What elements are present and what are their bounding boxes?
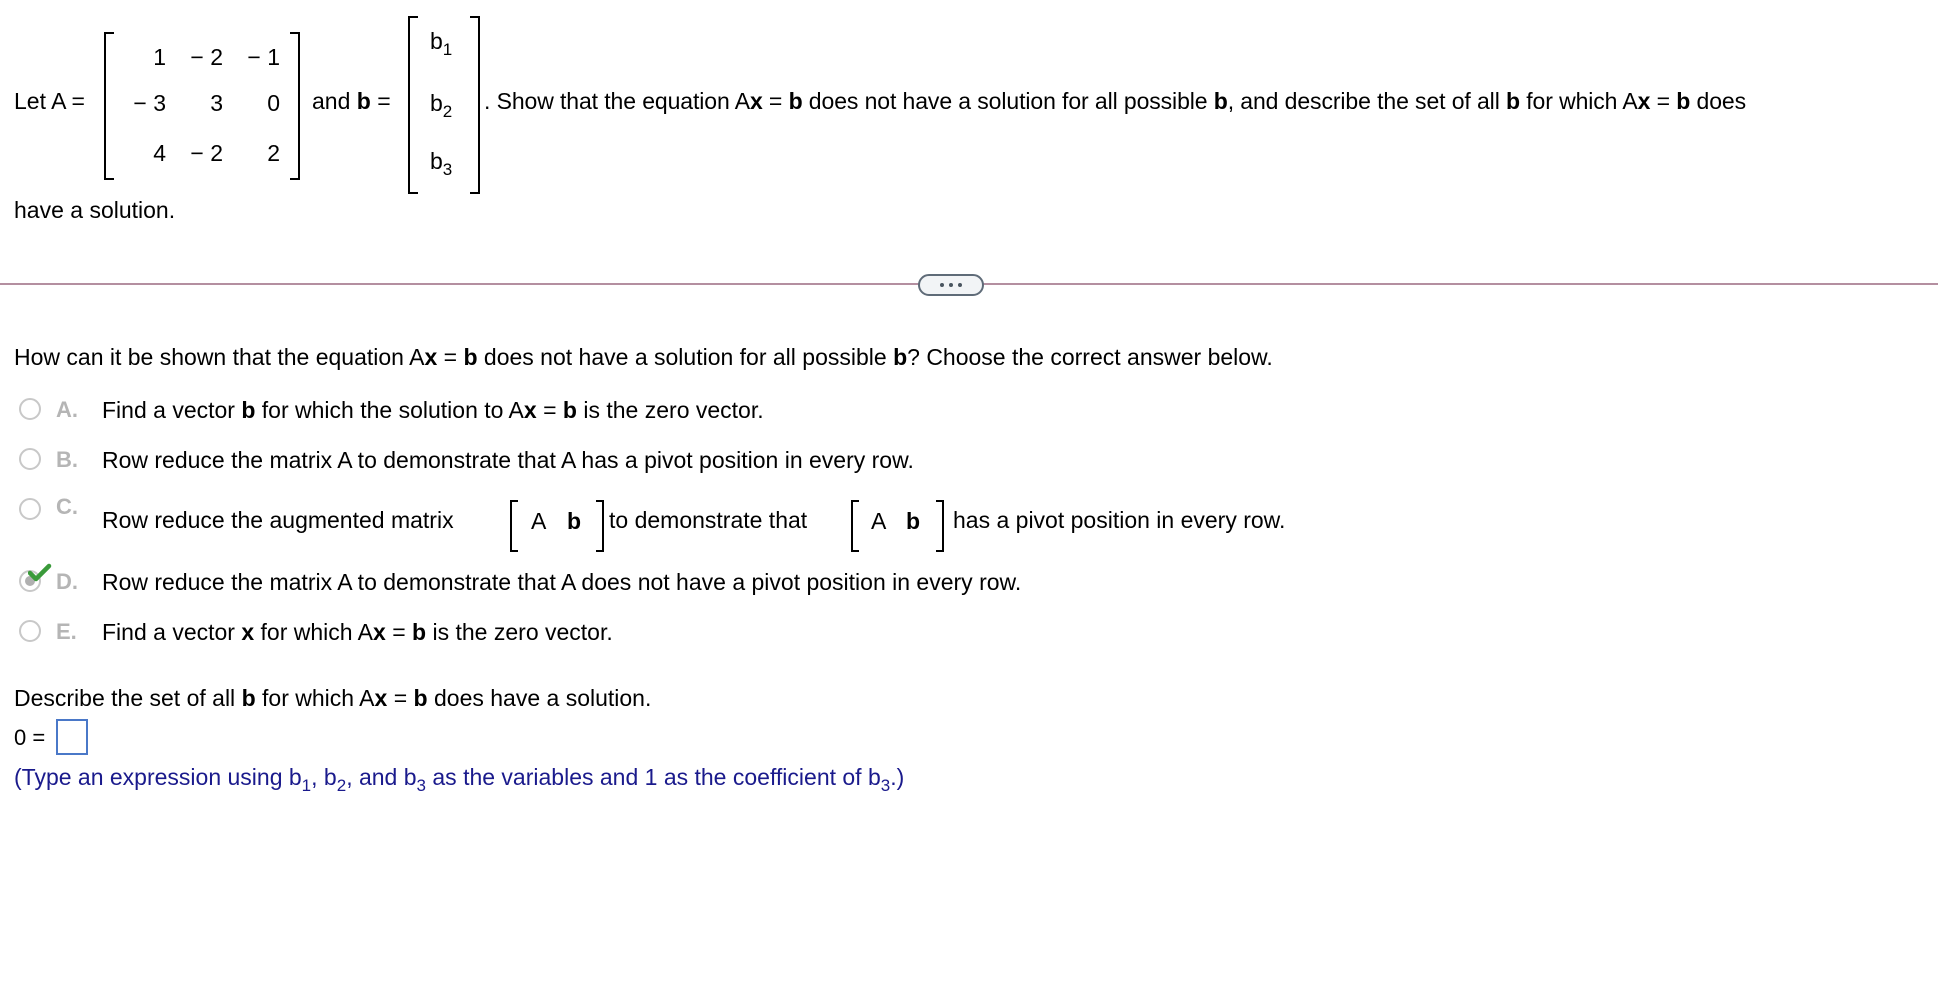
option-letter-e: E. (56, 619, 77, 644)
vector-b-right-bracket (470, 16, 480, 194)
option-letter-b: B. (56, 447, 78, 472)
option-e-text: Find a vector x for which Ax = b is the zero vector. (102, 619, 613, 645)
augmented-matrix-a: A (871, 508, 887, 534)
let-a-label: Let A = (14, 88, 85, 114)
vector-b-left-bracket (408, 16, 418, 194)
matrix-a-cell: − 1 (247, 44, 280, 70)
and-text: and (312, 88, 351, 114)
equals-sign: = (377, 88, 391, 114)
augmented-matrix-b: b (567, 508, 582, 534)
dot-icon (958, 283, 962, 287)
augmented-matrix-a: A (531, 508, 547, 534)
question-2-prompt: Describe the set of all b for which Ax = b does have a solution. (14, 685, 652, 711)
b-bold: b (356, 88, 371, 114)
more-options-button[interactable] (918, 274, 984, 296)
answer-input[interactable] (56, 719, 88, 755)
matrix-a-cell: 0 (267, 90, 280, 116)
dot-icon (949, 283, 953, 287)
vector-b-entry: $b_2$ (430, 90, 453, 121)
option-d-text: Row reduce the matrix A to demonstrate that A does not have a pivot position in every row. (102, 569, 1022, 595)
augmented-matrix-left-bracket (510, 500, 518, 552)
matrix-a-cell: 4 (153, 140, 166, 166)
radio-option-b[interactable] (19, 448, 41, 470)
option-letter-c: C. (56, 494, 78, 519)
matrix-a-cell: 1 (153, 44, 166, 70)
matrix-a-cell: − 3 (133, 90, 166, 116)
matrix-a-left-bracket (104, 32, 114, 180)
radio-option-c[interactable] (19, 498, 41, 520)
radio-option-e[interactable] (19, 620, 41, 642)
matrix-a-cell: − 2 (190, 44, 223, 70)
option-c-text-2: to demonstrate that (609, 507, 808, 533)
answer-hint: (Type an expression using $b_1$, $b_2$, and $b_3$ as the variables and 1 as the coefficient of $b_3$.) (14, 764, 905, 795)
equation-lhs: 0 = (14, 725, 46, 750)
option-letter-a: A. (56, 397, 78, 422)
dot-icon (940, 283, 944, 287)
problem-statement: . Show that the equation Ax = b does not have a solution for all possible b, and describe the set of all b for which Ax = b does (484, 88, 1746, 114)
option-letter-d: D. (56, 569, 78, 594)
checkmark-icon (28, 563, 52, 583)
and-b-label (312, 88, 391, 115)
question-1-prompt: How can it be shown that the equation Ax = b does not have a solution for all possible b? Choose the correct answer below. (14, 344, 1273, 370)
augmented-matrix-left-bracket (851, 500, 859, 552)
matrix-a-cell: − 2 (190, 140, 223, 166)
matrix-a-cell: 2 (267, 140, 280, 166)
augmented-matrix-b: b (906, 508, 921, 534)
option-c-text-1: Row reduce the augmented matrix (102, 507, 454, 533)
matrix-a-right-bracket (290, 32, 300, 180)
radio-option-a[interactable] (19, 398, 41, 420)
vector-b-entry: $b_3$ (430, 148, 453, 179)
option-b-text: Row reduce the matrix A to demonstrate that A has a pivot position in every row. (102, 447, 914, 473)
option-a-text: Find a vector b for which the solution to Ax = b is the zero vector. (102, 397, 764, 423)
vector-b-entry: $b_1$ (430, 28, 453, 59)
matrix-a-cell: 3 (210, 90, 223, 116)
augmented-matrix-right-bracket (936, 500, 944, 552)
augmented-matrix-right-bracket (596, 500, 604, 552)
problem-statement-line2: have a solution. (14, 197, 176, 223)
option-c-text-3: has a pivot position in every row. (953, 507, 1286, 533)
